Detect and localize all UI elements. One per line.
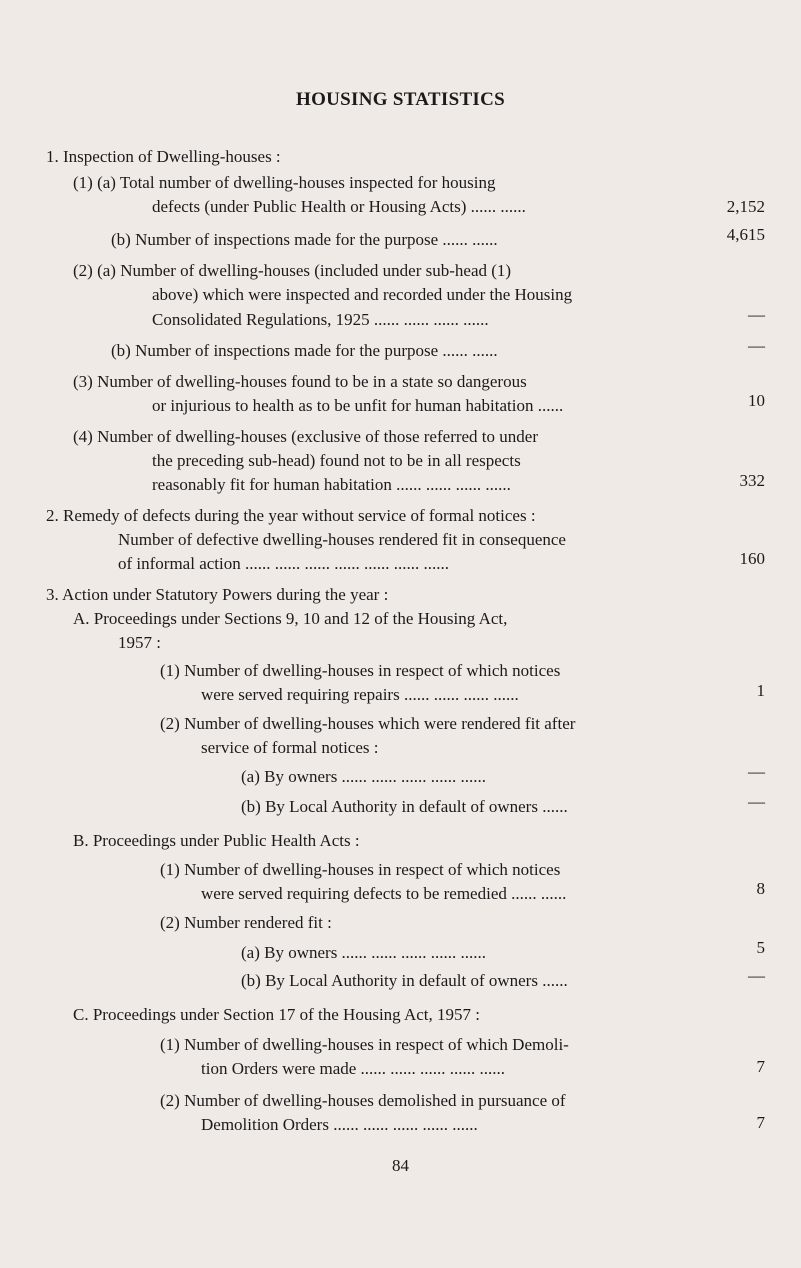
part-b-item-2-title: (2) Number rendered fit :: [160, 913, 332, 932]
part-b-item-2a-value: 5: [756, 938, 765, 957]
part-a-item-2-line-1: (2) Number of dwelling-houses which were rendered fit after: [160, 714, 576, 733]
section-1-title: 1. Inspection of Dwelling-houses :: [46, 147, 281, 166]
item-4-value: 332: [739, 471, 765, 490]
item-3-line-2: or injurious to health as to be unfit for human habitation ......: [152, 396, 564, 415]
item-1a-value: 2,152: [726, 197, 765, 216]
part-c-item-1-line-2: tion Orders were made ...... ...... ...... ...... ......: [201, 1059, 506, 1078]
item-3-value: 10: [748, 391, 765, 410]
part-b-item-2b: (b) By Local Authority in default of owners ......: [241, 971, 568, 990]
item-2b-line: (b) Number of inspections made for the purpose ...... ......: [111, 341, 498, 360]
part-c-item-2-value: 7: [756, 1113, 765, 1132]
part-a-line-1: A. Proceedings under Sections 9, 10 and 12 of the Housing Act,: [73, 609, 508, 628]
part-b-item-1-line-1: (1) Number of dwelling-houses in respect of which notices: [160, 860, 561, 879]
page-number: 84: [392, 1156, 409, 1175]
item-2b-value: —: [748, 336, 765, 355]
item-1b-value: 4,615: [726, 225, 765, 244]
item-1b-line: (b) Number of inspections made for the purpose ...... ......: [111, 230, 498, 249]
part-a-item-1-line-1: (1) Number of dwelling-houses in respect of which notices: [160, 661, 561, 680]
item-1a-line-2: defects (under Public Health or Housing Acts) ...... ......: [152, 197, 526, 216]
item-2a-line-2: above) which were inspected and recorded under the Housing: [152, 285, 573, 304]
part-b-item-1-value: 8: [756, 879, 765, 898]
item-1a-line-1: (1) (a) Total number of dwelling-houses inspected for housing: [73, 173, 496, 192]
part-c-item-1-value: 7: [756, 1057, 765, 1076]
part-a-item-2-line-2: service of formal notices :: [201, 738, 379, 757]
part-a-item-2a-value: —: [748, 762, 765, 781]
item-3-line-1: (3) Number of dwelling-houses found to be in a state so dangerous: [73, 372, 527, 391]
section-2-line-1: 2. Remedy of defects during the year without service of formal notices :: [46, 506, 536, 525]
page-title: HOUSING STATISTICS: [295, 89, 506, 110]
section-3-title: 3. Action under Statutory Powers during the year :: [46, 585, 389, 604]
item-2a-value: —: [748, 305, 765, 324]
part-a-item-2b-value: —: [748, 792, 765, 811]
item-2a-line-1: (2) (a) Number of dwelling-houses (included under sub-head (1): [73, 261, 512, 280]
item-4-line-2: the preceding sub-head) found not to be in all respects: [152, 451, 521, 470]
part-b-item-1-line-2: were served requiring defects to be remedied ...... ......: [201, 884, 567, 903]
section-2-value: 160: [739, 549, 765, 568]
part-c-title: C. Proceedings under Section 17 of the Housing Act, 1957 :: [73, 1005, 481, 1024]
part-a-item-2b: (b) By Local Authority in default of owners ......: [241, 797, 568, 816]
part-b-item-2a: (a) By owners ...... ...... ...... ...... ......: [241, 943, 487, 962]
part-c-item-2-line-1: (2) Number of dwelling-houses demolished in pursuance of: [160, 1091, 566, 1110]
part-c-item-2-line-2: Demolition Orders ...... ...... ...... ...... ......: [201, 1115, 478, 1134]
section-2-line-3: of informal action ...... ...... ...... ...... ...... ...... ......: [118, 554, 449, 573]
part-b-item-2b-value: —: [748, 966, 765, 985]
item-4-line-1: (4) Number of dwelling-houses (exclusive of those referred to under: [73, 427, 538, 446]
part-a-item-2a: (a) By owners ...... ...... ...... ...... ......: [241, 767, 487, 786]
part-c-item-1-line-1: (1) Number of dwelling-houses in respect of which Demoli-: [160, 1035, 569, 1054]
part-a-item-1-value: 1: [756, 681, 765, 700]
part-a-item-1-line-2: were served requiring repairs ...... ...... ...... ......: [201, 685, 519, 704]
section-2-line-2: Number of defective dwelling-houses rendered fit in consequence: [118, 530, 566, 549]
part-a-line-2: 1957 :: [118, 633, 161, 652]
item-4-line-3: reasonably fit for human habitation ...... ...... ...... ......: [152, 475, 511, 494]
item-2a-line-3: Consolidated Regulations, 1925 ...... ...... ...... ......: [152, 310, 489, 329]
part-b-title: B. Proceedings under Public Health Acts :: [73, 831, 360, 850]
